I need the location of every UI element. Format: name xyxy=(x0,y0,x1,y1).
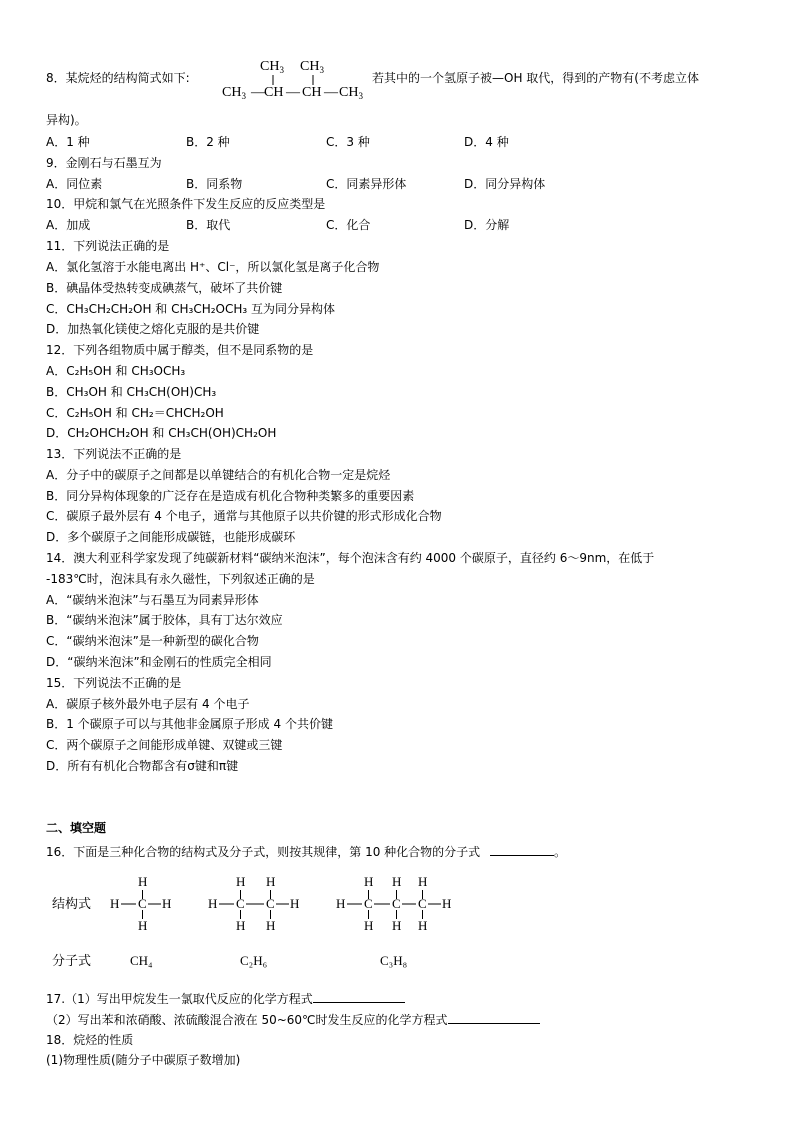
q11-option-c: C．CH₃CH₂CH₂OH 和 CH₃CH₂OCH₃ 互为同分异构体 xyxy=(46,302,336,316)
q17-part2-blank[interactable] xyxy=(448,1011,540,1024)
svg-text:H: H xyxy=(138,918,148,933)
q8-option-a: A．1 种 xyxy=(46,135,90,149)
svg-text:H: H xyxy=(336,896,346,911)
q12-option-c: C．C₂H₅OH 和 CH₂＝CHCH₂OH xyxy=(46,406,224,420)
q14-option-b: B．“碳纳米泡沫”属于胶体，具有丁达尔效应 xyxy=(46,613,283,627)
svg-text:H: H xyxy=(418,918,428,933)
q11-stem: 11．下列说法正确的是 xyxy=(46,239,170,253)
svg-text:CH3: $CH_3$ xyxy=(222,85,246,101)
q10-option-b: B．取代 xyxy=(186,218,231,232)
q8-option-b: B．2 种 xyxy=(186,135,230,149)
q18-stem: 18．烷烃的性质 xyxy=(46,1033,134,1047)
svg-text:H: H xyxy=(236,874,246,889)
svg-text:C: C xyxy=(266,896,275,911)
svg-text:H: H xyxy=(364,874,374,889)
ch-a: CH xyxy=(264,85,284,100)
q14-option-d: D．“碳纳米泡沫”和金刚石的性质完全相同 xyxy=(46,655,272,669)
q17-part2-text: （2）写出苯和浓硝酸、浓硫酸混合液在 50~60℃时发生反应的化学方程式 xyxy=(46,1013,448,1027)
q11-option-d: D．加热氧化镁使之熔化克服的是共价键 xyxy=(46,322,260,336)
q15-stem: 15．下列说法不正确的是 xyxy=(46,676,182,690)
q10-option-c: C．化合 xyxy=(326,218,371,232)
ch-b: CH xyxy=(302,85,322,100)
svg-text:C: C xyxy=(364,896,373,911)
label-molecular-formula: 分子式 xyxy=(52,953,92,968)
svg-text:C: C xyxy=(236,896,245,911)
q12-stem: 12．下列各组物质中属于醇类，但不是同系物的是 xyxy=(46,343,314,357)
q17-part1-blank[interactable] xyxy=(313,990,405,1003)
bond-1: — xyxy=(251,85,265,100)
q12-option-d: D．CH₂OHCH₂OH 和 CH₃CH(OH)CH₂OH xyxy=(46,426,277,440)
q16-answer-blank[interactable] xyxy=(490,843,554,856)
q15-option-d: D．所有有机化合物都含有σ键和π键 xyxy=(46,759,239,773)
q9-option-d: D．同分异构体 xyxy=(464,177,546,191)
formula-c3h8: C₃H₈ xyxy=(380,953,408,968)
q17-part1-text: 17.（1）写出甲烷发生一氯取代反应的化学方程式 xyxy=(46,992,313,1006)
propane-structure xyxy=(336,874,451,933)
svg-text:C: C xyxy=(138,896,147,911)
q8-option-d: D．4 种 xyxy=(464,135,509,149)
q14-stem-cont: -183℃时，泡沫具有永久磁性，下列叙述正确的是 xyxy=(46,572,315,586)
q14-option-a: A．“碳纳米泡沫”与石墨互为同素异形体 xyxy=(46,593,259,607)
q9-stem: 9．金刚石与石墨互为 xyxy=(46,156,162,170)
q8-prefix: 8．某烷烃的结构简式如下: xyxy=(46,71,190,85)
svg-text:H: H xyxy=(208,896,218,911)
svg-text:H: H xyxy=(392,918,402,933)
svg-text:H: H xyxy=(290,896,300,911)
q11-option-b: B．碘晶体受热转变成碘蒸气，破坏了共价键 xyxy=(46,281,283,295)
q13-option-c: C．碳原子最外层有 4 个电子，通常与其他原子以共价键的形式形成化合物 xyxy=(46,509,442,523)
q18-sub: (1)物理性质(随分子中碳原子数增加) xyxy=(46,1053,241,1067)
svg-text:CH3: $CH_3$ xyxy=(300,59,324,75)
svg-text:H: H xyxy=(138,874,148,889)
q8-structure-formula xyxy=(218,52,368,104)
q15-option-a: A．碳原子核外最外电子层有 4 个电子 xyxy=(46,697,250,711)
q16-stem-text: 16．下面是三种化合物的结构式及分子式，则按其规律，第 10 种化合物的分子式 xyxy=(46,845,481,859)
svg-text:H: H xyxy=(162,896,172,911)
ch3-left: CH xyxy=(222,85,242,100)
bond-3: — xyxy=(324,85,338,100)
formula-ch4: CH₄ xyxy=(130,953,153,968)
q16-stem xyxy=(46,843,566,860)
q13-stem: 13．下列说法不正确的是 xyxy=(46,447,182,461)
methane-structure xyxy=(110,874,171,933)
section-heading: 二、填空题 xyxy=(46,821,107,835)
q8-suffix: 若其中的一个氢原子被—OH 取代，得到的产物有(不考虑立体 xyxy=(372,71,699,85)
ch3-branch-a: CH xyxy=(260,59,280,74)
svg-text:H: H xyxy=(110,896,120,911)
q10-option-d: D．分解 xyxy=(464,218,510,232)
formula-c2h6: C₂H₆ xyxy=(240,953,268,968)
q14-stem: 14．澳大利亚科学家发现了纯碳新材料“碳纳米泡沫”，每个泡沫含有约 4000 个碳原子，直径约 6～9nm，在低于 xyxy=(46,551,655,565)
q10-stem: 10．甲烷和氯气在光照条件下发生反应的反应类型是 xyxy=(46,197,326,211)
q9-option-c: C．同素异形体 xyxy=(326,177,407,191)
q12-option-b: B．CH₃OH 和 CH₃CH(OH)CH₃ xyxy=(46,385,217,399)
ch3-branch-b: CH xyxy=(300,59,320,74)
svg-text:C: C xyxy=(392,896,401,911)
q8-option-c: C．3 种 xyxy=(326,135,370,149)
label-structural-formula: 结构式 xyxy=(52,896,92,911)
svg-text:H: H xyxy=(236,918,246,933)
q12-option-a: A．C₂H₅OH 和 CH₃OCH₃ xyxy=(46,364,186,378)
svg-text:H: H xyxy=(418,874,428,889)
q15-option-b: B．1 个碳原子可以与其他非金属原子形成 4 个共价键 xyxy=(46,717,333,731)
q8-continuation: 异构)。 xyxy=(46,113,87,127)
svg-text:H: H xyxy=(266,918,276,933)
svg-text:H: H xyxy=(442,896,452,911)
q17-part2 xyxy=(46,1011,540,1028)
q13-option-d: D．多个碳原子之间能形成碳链，也能形成碳环 xyxy=(46,530,296,544)
svg-text:H: H xyxy=(266,874,276,889)
bond-2: — xyxy=(286,85,300,100)
q17-part1 xyxy=(46,990,405,1007)
q11-option-a: A．氯化氢溶于水能电离出 H⁺、Cl⁻，所以氯化氢是离子化合物 xyxy=(46,260,380,274)
ethane-structure xyxy=(208,874,299,933)
q9-option-a: A．同位素 xyxy=(46,177,103,191)
ch3-right: CH xyxy=(339,85,359,100)
svg-text:CH3: $CH_3$ xyxy=(260,59,284,75)
q16-structures xyxy=(40,868,520,978)
q9-option-b: B．同系物 xyxy=(186,177,243,191)
q15-option-c: C．两个碳原子之间能形成单键、双键或三键 xyxy=(46,738,283,752)
svg-text:CH3: $CH_3$ xyxy=(339,85,363,101)
svg-text:C: C xyxy=(418,896,427,911)
q13-option-a: A．分子中的碳原子之间都是以单键结合的有机化合物一定是烷烃 xyxy=(46,468,391,482)
q13-option-b: B．同分异构体现象的广泛存在是造成有机化合物种类繁多的重要因素 xyxy=(46,489,415,503)
svg-text:H: H xyxy=(392,874,402,889)
svg-text:H: H xyxy=(364,918,374,933)
q16-stem-end: 。 xyxy=(554,845,567,859)
q14-option-c: C．“碳纳米泡沫”是一种新型的碳化合物 xyxy=(46,634,259,648)
q10-option-a: A．加成 xyxy=(46,218,91,232)
